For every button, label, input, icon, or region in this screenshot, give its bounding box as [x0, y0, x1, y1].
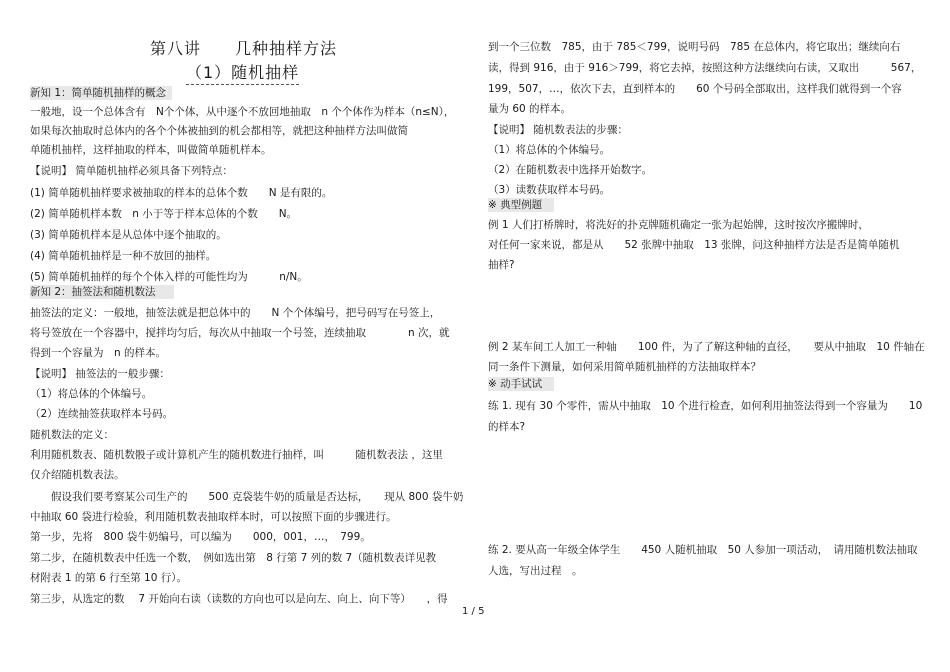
list-item: （1）将总体的个体编号。	[30, 388, 153, 400]
text-line: 仅介绍随机数表法。	[30, 469, 125, 481]
list-item: （2）在随机数表中选择开始数字。	[488, 164, 653, 176]
list-item: (4) 简单随机抽样是一种不放回的抽样。	[30, 250, 217, 262]
text-line: 材附表 1 的第 6 行至第 10 行）。	[30, 572, 187, 584]
text-line: 中抽取 60 袋进行检验，利用随机数表抽取样本时，可以按照下面的步骤进行。	[30, 511, 397, 523]
text-line: 抽签法的定义：一般地，抽签法就是把总体中的 N 个个体编号，把号码写在号签上，	[30, 307, 441, 319]
list-item: （1）将总体的个体编号。	[488, 144, 611, 156]
page-number: 1 / 5	[462, 606, 485, 617]
text-line: 读，得到 916，由于 916＞799，将它去掉，按照这种方法继续向右读，又取出 567，	[488, 62, 922, 74]
list-item: (1) 简单随机抽样要求被抽取的样本的总体个数 N 是有限的。	[30, 187, 333, 199]
text-line: 对任何一家来说，都是从 52 张牌中抽取 13 张牌，问这种抽样方法是否是简单随机	[488, 239, 900, 251]
text-line: 第三步，从选定的数 7 开始向右读（读数的方向也可以是向左、向上、向下等） ，得	[30, 593, 448, 605]
text-line: 同一条件下测量，如何采用简单随机抽样的方法抽取样本？	[488, 361, 761, 373]
text-line: 【说明】 抽签法的一般步骤：	[30, 368, 170, 380]
page-title: 第八讲 几种抽样方法	[150, 39, 338, 58]
text-line: 单随机抽样，这样抽取的样本，叫做简单随机样本。	[30, 144, 272, 156]
practice-2: 练 2. 要从高一年级全体学生 450 人随机抽取 50 人参加一项活动， 请用随机数法抽取	[488, 544, 918, 556]
text-line: 一般地，设一个总体含有 N个个体，从中逐个不放回地抽取 n 个个体作为样本（n≤N），	[30, 106, 455, 118]
text-line: 的样本?	[488, 421, 526, 433]
section-heading-examples: ※ 典型例题	[488, 198, 554, 212]
text-line: 利用随机数表、随机数骰子或计算机产生的随机数进行抽样，叫 随机数表法 ，这里	[30, 449, 443, 461]
text-line: 抽样?	[488, 259, 515, 271]
list-item: （3）读数获取样本号码。	[488, 184, 611, 196]
text-line: 第二步，在随机数表中任选一个数， 例如选出第 8 行第 7 列的数 7（随机数表详见教	[30, 552, 437, 564]
text-line: 【说明】 简单随机抽样必须具备下列特点：	[30, 165, 233, 177]
text-line: 量为 60 的样本。	[488, 103, 572, 115]
section-heading-2: 新知 2：抽签法和随机数法	[30, 285, 174, 299]
text-line: 人选，写出过程 。	[488, 565, 583, 577]
text-line: 得到一个容量为 n 的样本。	[30, 347, 166, 359]
list-item: (5) 简单随机抽样的每个个体入样的可能性均为 n/N。	[30, 271, 308, 283]
example-2: 例 2 某车间工人加工一种轴 100 件，为了了解这种轴的直径， 要从中抽取 10 件轴在	[488, 341, 925, 353]
text-line: 到一个三位数 785，由于 785＜799，说明号码 785 在总体内，将它取出；继续向右	[488, 41, 901, 53]
text-line: 【说明】 随机数表法的步骤：	[488, 124, 628, 136]
page-subtitle: （1）随机抽样	[186, 60, 299, 85]
text-line: 假设我们要考察某公司生产的 500 克袋装牛奶的质量是否达标， 现从 800 袋牛奶	[30, 491, 464, 503]
text-line: 如果每次抽取时总体内的各个个体被抽到的机会都相等，就把这种抽样方法叫做简	[30, 125, 408, 137]
section-heading-practice: ※ 动手试试	[488, 377, 554, 391]
example-1: 例 1 人们打桥牌时，将洗好的扑克牌随机确定一张为起始牌，这时按次序搬牌时，	[488, 219, 869, 231]
text-line: 随机数法的定义：	[30, 429, 114, 441]
list-item: (3) 简单随机样本是从总体中逐个抽取的。	[30, 229, 227, 241]
text-line: 第一步，先将 800 袋牛奶编号，可以编为 000，001，…， 799。	[30, 531, 371, 543]
list-item: （2）连续抽签获取样本号码。	[30, 408, 174, 420]
list-item: (2) 简单随机样本数 n 小于等于样本总体的个数 N。	[30, 208, 298, 220]
practice-1: 练 1. 现有 30 个零件，需从中抽取 10 个进行检查，如何利用抽签法得到一个容量为 10	[488, 400, 923, 412]
text-line: 199，507，…，依次下去，直到样本的 60 个号码全部取出，这样我们就得到一个容	[488, 83, 902, 95]
text-line: 将号签放在一个容器中，搅拌均匀后，每次从中抽取一个号签，连续抽取 n 次，就	[30, 327, 450, 339]
section-heading-1: 新知 1：简单随机抽样的概念	[30, 86, 172, 100]
